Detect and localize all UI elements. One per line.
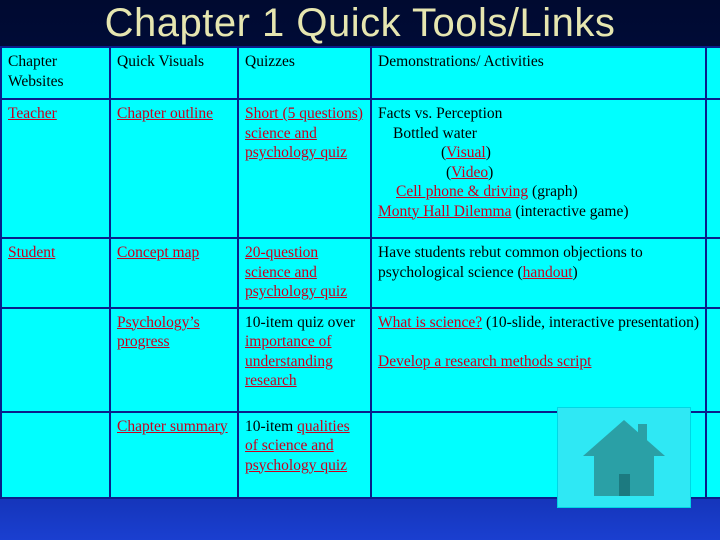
- importance-research-link[interactable]: importance of understanding research: [245, 333, 333, 389]
- header-row: [1, 47, 720, 99]
- video-link[interactable]: Video: [451, 163, 489, 181]
- chapter-outline-link[interactable]: Chapter outline: [117, 105, 213, 122]
- ten-item-quiz-text: 10-item quiz over: [245, 313, 356, 331]
- what-is-science-link[interactable]: What is science?: [378, 313, 483, 331]
- slide-title: Chapter 1 Quick Tools/Links: [104, 1, 616, 45]
- graph-note: (graph): [528, 183, 578, 200]
- interactive-game-note: (interactive game): [511, 202, 629, 220]
- concept-map-link[interactable]: Concept map: [117, 244, 200, 261]
- student-row: [1, 238, 720, 308]
- cell-phone-driving-link[interactable]: Cell phone & driving: [396, 183, 529, 200]
- visual-link[interactable]: Visual: [446, 144, 486, 161]
- facts-vs-perception-text: Facts vs. Perception: [378, 105, 503, 122]
- psychology-progress-link[interactable]: Psychology’s progress: [117, 313, 200, 350]
- row-three-demos: [371, 308, 706, 412]
- twenty-question-quiz-link[interactable]: 20-question science and psychology quiz: [245, 244, 348, 300]
- edge-cell: [706, 238, 720, 308]
- paren-close: ): [572, 263, 578, 281]
- header-quick-visuals: Quick Visuals: [110, 47, 238, 99]
- header-quizzes: Quizzes: [238, 47, 371, 99]
- rebut-objections-text: Have students rebut common objections to psychological science (: [378, 244, 643, 281]
- ten-slide-note: (10-slide, interactive presentation): [482, 313, 700, 331]
- ten-item-text: 10-item: [245, 417, 298, 435]
- monty-hall-link[interactable]: Monty Hall Dilemma: [378, 202, 512, 220]
- bottom-strip: [0, 506, 720, 540]
- edge-cell: [706, 99, 720, 238]
- paren-open: (: [441, 144, 447, 161]
- student-website-link[interactable]: Student: [8, 244, 56, 261]
- home-icon: [558, 408, 690, 507]
- empty-cell: [1, 308, 110, 412]
- paren-close: ): [485, 144, 491, 161]
- paren-open: (: [446, 163, 452, 181]
- edge-cell: [706, 47, 720, 99]
- row-three: [1, 308, 720, 412]
- short-quiz-link[interactable]: Short (5 questions) science and psychology quiz: [245, 105, 363, 161]
- handout-link[interactable]: handout: [522, 263, 573, 281]
- teacher-row: [1, 99, 720, 238]
- research-methods-script-link[interactable]: Develop a research methods script: [378, 352, 592, 370]
- paren-close: ): [488, 163, 494, 181]
- teacher-website-link[interactable]: Teacher: [8, 105, 57, 122]
- empty-cell: [1, 412, 110, 498]
- chapter-summary-link[interactable]: Chapter summary: [117, 417, 228, 435]
- edge-cell: [706, 308, 720, 412]
- edge-cell: [706, 412, 720, 498]
- student-demos: [371, 238, 706, 308]
- qualities-science-quiz-link[interactable]: qualities of science and psychology quiz: [245, 417, 350, 474]
- home-button[interactable]: [557, 407, 691, 508]
- teacher-demos: [371, 99, 706, 238]
- header-chapter-websites: Chapter Websites: [1, 47, 110, 99]
- bottled-water-text: Bottled water: [393, 124, 477, 142]
- header-demonstrations: Demonstrations/ Activities: [371, 47, 706, 99]
